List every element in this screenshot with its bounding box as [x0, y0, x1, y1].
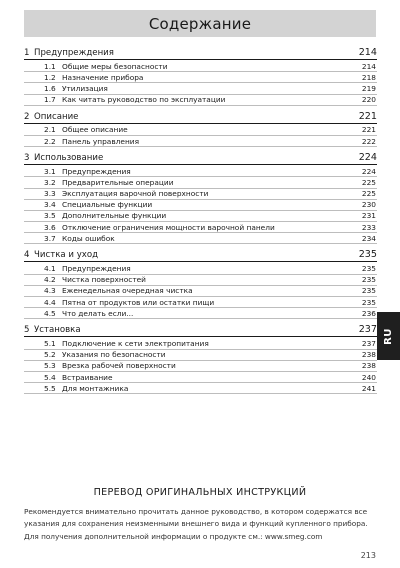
entry-page: 218	[361, 72, 376, 82]
entry-number: 3.5	[44, 211, 56, 221]
entry-title: Предупреждения	[62, 264, 131, 274]
entry-page: 240	[361, 372, 376, 382]
toc-section-heading[interactable]	[24, 109, 377, 124]
toc-entry[interactable]	[24, 211, 377, 222]
entry-title: Еженедельная очередная чистка	[62, 286, 193, 296]
entry-number: 1.6	[44, 83, 56, 93]
toc-entry[interactable]	[24, 166, 377, 177]
entry-page: 225	[361, 177, 376, 187]
entry-page: 238	[361, 350, 376, 360]
entry-number: 3.3	[44, 189, 56, 199]
entry-page: 214	[361, 61, 376, 71]
entry-number: 1.7	[44, 95, 56, 105]
toc-entry[interactable]	[24, 297, 377, 308]
section-title: Описание	[34, 111, 79, 122]
entry-page: 237	[361, 338, 376, 348]
toc-entry[interactable]	[24, 372, 377, 383]
entry-title: Для монтажника	[62, 383, 129, 393]
section-title: Чистка и уход	[34, 250, 99, 261]
entry-title: Предварительные операции	[62, 177, 174, 187]
toc-section	[24, 322, 377, 394]
toc-entry[interactable]	[24, 125, 377, 136]
section-number: 1	[24, 48, 30, 58]
entry-page: 231	[361, 211, 376, 221]
section-page: 237	[358, 324, 377, 336]
entry-page: 230	[361, 200, 376, 210]
entry-page: 225	[361, 189, 376, 199]
entry-number: 3.4	[44, 200, 56, 210]
contents-title: Содержание	[148, 14, 252, 33]
entry-page: 219	[361, 83, 376, 93]
toc-entry[interactable]	[24, 286, 377, 297]
toc-section	[24, 150, 377, 244]
entry-number: 5.1	[44, 338, 56, 348]
entry-number: 4.4	[44, 297, 56, 307]
table-of-contents	[24, 45, 377, 397]
entry-number: 5.3	[44, 361, 56, 371]
toc-entry[interactable]	[24, 222, 377, 233]
entry-title: Общее описание	[62, 125, 128, 135]
entry-number: 4.3	[44, 286, 56, 296]
section-number: 5	[24, 325, 30, 336]
toc-entry[interactable]	[24, 275, 377, 286]
language-tab[interactable]	[377, 312, 400, 360]
toc-section-heading[interactable]	[24, 322, 377, 337]
entry-title: Чистка поверхностей	[62, 275, 146, 285]
entry-title: Подключение к сети электропитания	[62, 338, 209, 348]
toc-entry[interactable]	[24, 177, 377, 188]
section-title: Установка	[34, 325, 81, 336]
entry-page: 238	[361, 361, 376, 371]
entry-number: 5.2	[44, 350, 56, 360]
intro-paragraph: Рекомендуется внимательно прочитать данное руководство, в котором содержатся все указания для сохранения неизменными внешнего вида и функций купленного прибора. Для получения дополнительной информации о продукте см.: www.smeg.com	[24, 507, 368, 541]
toc-entry[interactable]	[24, 308, 377, 319]
section-number: 4	[24, 250, 30, 261]
entry-title: Коды ошибок	[62, 233, 115, 243]
entry-page: 235	[361, 286, 376, 296]
entry-number: 1.1	[44, 61, 56, 71]
toc-section-heading[interactable]	[24, 45, 377, 60]
section-number: 3	[24, 153, 30, 164]
toc-entry[interactable]	[24, 383, 377, 394]
entry-number: 3.2	[44, 177, 56, 187]
entry-number: 4.2	[44, 275, 56, 285]
page-number: 213	[360, 551, 376, 560]
entry-page: 224	[361, 166, 376, 176]
entry-title: Панель управления	[62, 136, 140, 146]
language-tab-label: RU	[382, 327, 394, 345]
toc-section	[24, 45, 377, 106]
entry-title: Дополнительные функции	[62, 211, 167, 221]
entry-page: 221	[361, 125, 376, 135]
entry-title: Встраивание	[62, 372, 113, 382]
toc-entry[interactable]	[24, 200, 377, 211]
entry-title: Что делать если...	[62, 308, 134, 318]
toc-entry[interactable]	[24, 361, 377, 372]
toc-entry[interactable]	[24, 83, 377, 94]
toc-entry[interactable]	[24, 233, 377, 244]
entry-title: Отключение ограничения мощности варочной панели	[62, 222, 275, 232]
entry-page: 235	[361, 275, 376, 285]
entry-number: 1.2	[44, 72, 56, 82]
entry-number: 4.5	[44, 308, 56, 318]
entry-title: Утилизация	[62, 83, 108, 93]
section-page: 214	[358, 47, 377, 58]
toc-entry[interactable]	[24, 338, 377, 349]
entry-number: 5.5	[44, 383, 56, 393]
toc-entry[interactable]	[24, 72, 377, 83]
entry-number: 3.7	[44, 233, 56, 243]
entry-page: 222	[361, 136, 376, 146]
entry-number: 3.1	[44, 166, 56, 176]
entry-page: 234	[361, 233, 376, 243]
translation-heading: ПЕРЕВОД ОРИГИНАЛЬНЫХ ИНСТРУКЦИЙ	[93, 487, 307, 498]
entry-title: Как читать руководство по эксплуатации	[62, 95, 226, 105]
entry-title: Пятна от продуктов или остатки пищи	[62, 297, 215, 307]
section-number: 2	[24, 111, 30, 122]
section-title: Предупреждения	[34, 48, 114, 58]
entry-title: Эксплуатация варочной поверхности	[62, 189, 209, 199]
entry-title: Указания по безопасности	[62, 350, 166, 360]
toc-section-heading[interactable]	[24, 247, 377, 262]
section-page: 221	[358, 110, 377, 122]
toc-entry[interactable]	[24, 61, 377, 72]
entry-title: Общие меры безопасности	[62, 61, 168, 71]
entry-title: Врезка рабочей поверхности	[62, 361, 176, 371]
entry-title: Назначение прибора	[62, 72, 144, 82]
toc-section-heading[interactable]	[24, 150, 377, 165]
toc-entry[interactable]	[24, 263, 377, 274]
section-title: Использование	[34, 153, 104, 164]
entry-page: 233	[361, 222, 376, 232]
section-page: 224	[358, 152, 377, 164]
entry-number: 2.1	[44, 125, 56, 135]
entry-title: Предупреждения	[62, 166, 131, 176]
toc-section	[24, 109, 377, 147]
entry-number: 5.4	[44, 372, 56, 382]
toc-entry[interactable]	[24, 136, 377, 147]
toc-section	[24, 247, 377, 319]
entry-page: 236	[361, 308, 376, 318]
toc-entry[interactable]	[24, 189, 377, 200]
toc-entry[interactable]	[24, 95, 377, 106]
section-page: 235	[358, 249, 377, 261]
entry-number: 4.1	[44, 264, 56, 274]
entry-page: 220	[361, 95, 376, 105]
entry-number: 2.2	[44, 136, 56, 146]
entry-page: 241	[361, 383, 376, 393]
entry-title: Специальные функции	[62, 200, 153, 210]
entry-page: 235	[361, 297, 376, 307]
contents-title-bar	[24, 10, 376, 37]
entry-number: 3.6	[44, 222, 56, 232]
entry-page: 235	[361, 264, 376, 274]
toc-entry[interactable]	[24, 350, 377, 361]
